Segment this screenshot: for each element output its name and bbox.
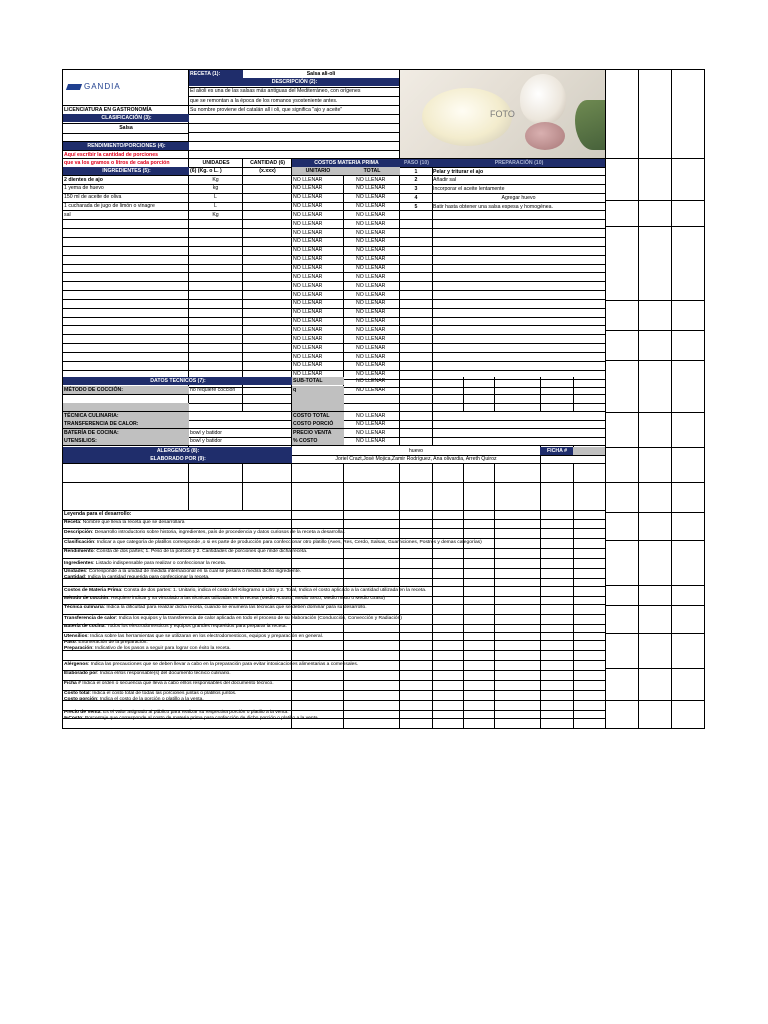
step-text: Pelar y triturar el ajo [433, 169, 484, 175]
ingredient-unit: L [214, 203, 217, 210]
grid-line [188, 141, 400, 142]
legend-item [63, 574, 603, 581]
total-cost-cell: NO LLENAR [356, 326, 386, 333]
grid-line [606, 158, 705, 159]
grid-line [606, 69, 705, 70]
metodo-value: no requiere cocción [190, 387, 236, 393]
legend-key: %Costo [64, 716, 83, 721]
utensilios-value: bowl y batidor [190, 438, 223, 444]
grid-line [432, 463, 433, 510]
grid-line [62, 482, 606, 483]
step-text: Agregar huevo [501, 195, 536, 201]
transferencia-label: TRANSFERENCIA DE CALOR: [63, 420, 189, 428]
receta-value: Salsa ali-oli [306, 71, 336, 77]
pct-costo-label: % COSTO [292, 437, 344, 445]
legend-key: Batería de cocina [64, 624, 105, 629]
unit-cost-cell: NO LLENAR [293, 353, 323, 360]
precio-venta-value: NO LLENAR [356, 430, 386, 436]
unit-cost-cell: NO LLENAR [293, 256, 323, 263]
step-number: 1 [414, 169, 418, 175]
grid-line [188, 132, 400, 133]
grid-line [638, 69, 639, 728]
total-cost-cell: NO LLENAR [356, 291, 386, 298]
alergenos-label: ALERGENOS (8): [63, 447, 292, 455]
total-header: TOTAL [344, 167, 400, 175]
legend-item [63, 615, 603, 622]
total-cost-cell: NO LLENAR [356, 256, 386, 263]
step-number: 4 [414, 195, 418, 201]
metodo-label: MÉTODO DE COCCIÓN: [63, 386, 189, 394]
legend-key: Transferencia de calor [64, 616, 116, 621]
unit-cost-cell: NO LLENAR [293, 318, 323, 325]
rendimiento-note-2: que va los gramos o litros de cada porción [64, 160, 170, 166]
legend-item [63, 604, 603, 611]
total-cost-cell: NO LLENAR [356, 220, 386, 227]
grid-line [606, 482, 705, 483]
unit-cost-cell: NO LLENAR [293, 362, 323, 369]
legend-text: : Porcentaje que corresponde al costo de materia prima para confección de dicho porción o platillo a la venta. [82, 716, 320, 721]
paso-header: PASO (10) [400, 159, 432, 167]
legend-key: Clasificación [64, 540, 95, 545]
costo-porcion-label: COSTO PORCIÓ [292, 420, 344, 428]
legend-item [63, 661, 603, 668]
cantidad-header: CANTIDAD (6) [250, 160, 285, 166]
logo-text: GANDIA [84, 83, 121, 91]
unit-cost-cell: NO LLENAR [293, 309, 323, 316]
grid-line [606, 200, 705, 201]
total-cost-cell: NO LLENAR [356, 203, 386, 210]
total-cost-cell: NO LLENAR [356, 273, 386, 280]
legend-text: : Listado indispensable para realizar o confeccionar la receta. [93, 561, 227, 566]
legend-item [63, 670, 603, 677]
total-cost-cell: NO LLENAR [356, 309, 386, 316]
step-text: Incorporar el aceite lentamente [433, 186, 505, 192]
grid-line [188, 463, 189, 510]
q-cell: q [292, 386, 344, 394]
q-value: NO LLENAR [356, 387, 386, 393]
licenciatura: LICENCIATURA EN GASTRONOMÍA [64, 107, 152, 113]
clasificacion-label: CLASIFICACIÓN (3): [63, 114, 189, 122]
grid-line [606, 360, 705, 361]
grid-line [62, 728, 606, 729]
bateria-label: BATERÍA DE COCINA: [63, 429, 189, 437]
legend-key: Ficha # [64, 681, 81, 686]
metodo-blank [63, 403, 189, 411]
total-cost-cell: NO LLENAR [356, 185, 386, 192]
legend-item [63, 595, 603, 602]
preparacion-header: PREPARACIÓN (10) [432, 159, 605, 167]
q-blank [292, 394, 344, 411]
legend-key: Costos de Materia Prima [64, 588, 122, 593]
legend-key: Precio de Venta [64, 710, 101, 715]
grid-line [62, 463, 606, 464]
ficha-value [573, 447, 605, 455]
step-number: 5 [414, 204, 418, 210]
legend-item [63, 680, 603, 687]
grid-line [606, 330, 705, 331]
ingredient-unit: kg [212, 185, 219, 192]
unit-cost-cell: NO LLENAR [293, 282, 323, 289]
grid-line [62, 133, 188, 134]
grid-line [399, 463, 400, 510]
unit-cost-cell: NO LLENAR [293, 300, 323, 307]
legend-item [63, 715, 603, 722]
grid-line [606, 728, 705, 729]
legend-item [63, 696, 603, 703]
legend-key: Paso [64, 640, 76, 645]
unit-cost-cell: NO LLENAR [293, 194, 323, 201]
grid-line [606, 447, 705, 448]
unidades-header: UNIDADES [202, 160, 230, 166]
unit-cost-cell: NO LLENAR [293, 203, 323, 210]
grid-line [606, 585, 705, 586]
elaborado-value: Joriel Crazt,José Mojica,Zamir Rodríguez, Ana olivardia, Arreth Quiroz [335, 456, 497, 462]
grid-line [463, 463, 464, 510]
grid-line [188, 150, 400, 151]
legend-key: Unidades [64, 569, 87, 574]
legend-text: : Indicativo de los pasos a seguir para lograr con éxito la receta. [92, 646, 231, 651]
total-cost-cell: NO LLENAR [356, 318, 386, 325]
unit-cost-cell: NO LLENAR [293, 291, 323, 298]
legend-key: Técnica culinaria [64, 605, 104, 610]
step-text: Batir hasta obtener una salsa espesa y homogénea. [433, 204, 553, 210]
grid-line [606, 300, 705, 301]
unit-cost-cell: NO LLENAR [293, 344, 323, 351]
total-cost-cell: NO LLENAR [356, 300, 386, 307]
legend-text: : Desarrollo introductorio sobre historia, ingredientes, país de procedencia y datos curiosos de la receta a desarrollar. [92, 530, 346, 535]
grid-line [540, 463, 541, 510]
ficha-label: FICHA # [540, 447, 573, 455]
legend-text: : Indica el/los responsable(s) del documento técnico culinario. [97, 671, 231, 676]
unit-cost-cell: NO LLENAR [293, 220, 323, 227]
grid-line [606, 540, 705, 541]
legend-key: Utensilios [64, 634, 88, 639]
recipe-photo [400, 70, 605, 158]
datos-tecnicos-header: DATOS TECNICOS (7): [63, 377, 292, 385]
total-cost-cell: NO LLENAR [356, 265, 386, 271]
unit-cost-cell: NO LLENAR [293, 176, 323, 183]
clasificacion-value: Salsa [119, 125, 133, 131]
descripcion-line-1: El alioli es una de las salsas más antiguas del Mediterráneo, con orígenes [190, 88, 361, 94]
legend-key: Elaborado por [64, 671, 98, 676]
legend-text: : Indica el costo de la porción o platillo a la venta. [97, 697, 204, 702]
legend-key: Preparación [64, 646, 93, 651]
pct-costo-value: NO LLENAR [356, 438, 386, 444]
legend-item [63, 623, 603, 630]
grid-line [188, 114, 400, 115]
logo [64, 80, 186, 96]
total-cost-cell: NO LLENAR [356, 194, 386, 201]
total-cost-cell: NO LLENAR [356, 335, 386, 342]
legend-key: Método de cocción [64, 596, 109, 601]
legend-text: : Es el valor asignado al público para realizar su respectiva porción o platillo a la venta. [100, 710, 289, 715]
total-cost-cell: NO LLENAR [356, 344, 386, 351]
descripcion-line-3: Su nombre proviene del catalán all i oli, que significa "ajo y aceite" [190, 107, 343, 113]
subtotal-label: SUB-TOTAL [292, 377, 344, 385]
garlic-shape [520, 74, 566, 124]
ingredient-unit: L [214, 194, 217, 201]
receta-label: RECETA (1): [189, 70, 243, 78]
step-number: 3 [414, 186, 418, 192]
unit-cost-cell: NO LLENAR [293, 211, 323, 218]
costos-header: COSTOS MATERIA PRIMA [292, 159, 400, 167]
legend-key: Receta [64, 520, 81, 525]
grid-line [606, 633, 705, 634]
legend-text: : Nombre que lleva la receta que se desarrollará [80, 520, 185, 525]
rendimiento-note-1: Aquí escribir la cantidad de porciones [64, 152, 158, 158]
total-cost-cell: NO LLENAR [356, 353, 386, 360]
legend-key: Alérgenos [64, 662, 88, 667]
legend-text: : Indicar a que categoría de platillos corresponde ,o si es parte de producción para confeccionar otro platillo (Aves, Res, Cerdo, Salsas, Guarniciones, Postres y demas categorías) [94, 540, 482, 545]
legend-text: : Indica el costo total de todas las porciones juntas o platillos juntos. [89, 691, 237, 696]
alergenos-value: huevo [408, 448, 424, 454]
cantidad-column-bg [243, 176, 291, 376]
herb-shape [575, 100, 605, 150]
unit-cost-cell: NO LLENAR [293, 238, 323, 245]
legend-text: : Corresponde a la unidad de medida internacional en la cual se pesara o medira dicho ingrediente. [86, 569, 302, 574]
grid-line [606, 700, 705, 701]
legend-key: Costo porción [64, 697, 98, 702]
step-number: 2 [414, 177, 418, 183]
ingredient-unit: Kg [212, 176, 219, 183]
descripcion-label: DESCRIPCIÓN (2): [189, 78, 399, 86]
legend-item [63, 587, 603, 594]
legend-text: : Enumeración de la preparación. [75, 640, 148, 645]
descripcion-line-2: que se remontan a la época de los romanos ysosteniente antes. [190, 98, 338, 104]
legend-text: : Indica las precauciones que se deben llevar a cabo en la preparación para evitar intoxicaciones alimentarias a comensales. [87, 662, 359, 667]
grid-line [606, 412, 705, 413]
photo-label: FOTO [490, 110, 515, 119]
legend-title: Leyenda para el desarrollo: [64, 511, 132, 517]
legend-item [63, 560, 603, 567]
ingredient-name: 1 yema de huevo [64, 185, 104, 192]
costo-total-value: NO LLENAR [356, 413, 386, 419]
legend-text: : Indica la cantidad requerida para confeccionar la receta. [84, 575, 210, 580]
step-text: Añadir sal [433, 177, 457, 183]
cantidad-subheader: (x.xxx) [259, 168, 276, 174]
logo-mark [66, 84, 82, 90]
grid-line [62, 445, 606, 446]
grid-line [606, 605, 705, 606]
elaborado-label: ELABORADO POR (9): [63, 455, 292, 463]
grid-line [704, 69, 705, 728]
ingredientes-header: INGREDIENTES (5): [63, 167, 189, 175]
total-cost-cell: NO LLENAR [356, 211, 386, 218]
ingredient-unit: Kg [212, 211, 219, 218]
legend-key: Rendimiento [64, 549, 94, 554]
bateria-value: bowl y batidor [190, 430, 223, 436]
total-cost-cell: NO LLENAR [356, 282, 386, 289]
utensilios-label: UTENSILIOS: [63, 437, 189, 445]
legend-text: : Todos los electrodomesticos y equipos grandes requeridos para preparar la receta. [104, 624, 287, 629]
grid-line [606, 512, 705, 513]
legend-text: : Consta de dos partes; 1. Peso de la porción y 2. Cantidades de porciones que rinde dicha receta. [93, 549, 308, 554]
costo-total-label: COSTO TOTAL [292, 412, 344, 420]
legend-text: : Requiere indicar y va vinculado a las técnicas utilizadas en la receta (Medio Acuoso, Medio Seco, Medio mixto o Medio Graso) [108, 596, 386, 601]
legend-item [63, 645, 603, 652]
garlic-clove-shape [525, 122, 565, 150]
total-cost-cell: NO LLENAR [356, 238, 386, 245]
unit-cost-cell: NO LLENAR [293, 335, 323, 342]
subtotal-value: NO LLENAR [356, 378, 386, 384]
total-cost-cell: NO LLENAR [356, 229, 386, 236]
legend-item [63, 539, 603, 546]
total-cost-cell: NO LLENAR [356, 371, 386, 378]
unit-cost-cell: NO LLENAR [293, 265, 323, 271]
unitario-header: UNITARIO [292, 167, 344, 175]
legend-text: : Indica la dificultad para realizar dicha receta, cuando se enumera las técnicas que se deben dominar para su desarrollo. [103, 605, 367, 610]
grid-line [671, 69, 672, 728]
legend-item [63, 548, 603, 555]
unit-cost-cell: NO LLENAR [293, 229, 323, 236]
ingredient-name: 1 cucharada de jugo de limón o vinagre [64, 203, 155, 210]
legend-item [63, 529, 603, 536]
rendimiento-label: RENDIMIENTO/PORCIONES (4): [63, 142, 189, 150]
costo-porcion-value: NO LLENAR [356, 421, 386, 427]
grid-line [494, 463, 495, 510]
ingredient-name: sal [64, 211, 71, 218]
grid-line [242, 463, 243, 510]
grid-line [291, 463, 292, 510]
unit-cost-cell: NO LLENAR [293, 185, 323, 192]
total-cost-cell: NO LLENAR [356, 247, 386, 254]
grid-line [606, 668, 705, 669]
grid-line [188, 123, 400, 124]
precio-venta-label: PRECIO VENTA [292, 429, 344, 437]
total-cost-cell: NO LLENAR [356, 176, 386, 183]
legend-text: : Indica sobre las herramientas que se utilizaran en los electrodomesticos, equipos y preparación en general. [87, 634, 324, 639]
unit-cost-cell: NO LLENAR [293, 273, 323, 280]
legend-text: Indica el orden o secuencia que lleva a cabo el/los responsables del documento técnico. [80, 681, 274, 686]
ingredient-name: 2 dientes de ajo [64, 176, 103, 183]
unit-cost-cell: NO LLENAR [293, 247, 323, 254]
grid-line [606, 226, 705, 227]
legend-key: Ingredientes [64, 561, 94, 566]
unidades-subheader: (6) (Kg. o L. ) [190, 168, 222, 174]
grid-line [62, 558, 606, 559]
grid-line [573, 463, 574, 510]
legend-item [63, 519, 603, 526]
unit-cost-cell: NO LLENAR [293, 326, 323, 333]
legend-key: Costo total [64, 691, 90, 696]
tecnica-label: TÉCNICA CULINARIA: [63, 412, 189, 420]
legend-key: Descripción [64, 530, 92, 535]
total-cost-cell: NO LLENAR [356, 362, 386, 369]
grid-line [343, 463, 344, 510]
legend-text: : Consta de dos partes: 1. Unitario, indica el costo del Kilogramo o Litro y 2. Total, Indica el costo aplicado a la cantidad utilizada en la receta. [121, 588, 427, 593]
grid-line [242, 158, 243, 411]
ingredient-name: 150 ml de aceite de oliva [64, 194, 122, 201]
legend-key: Cantidad [64, 575, 85, 580]
legend-text: : Indica los equipos y la transferencia de calor aplicada en todo el proceso de su elaboración (Conducción, Convección y Radiación) [115, 616, 402, 621]
unit-cost-cell: NO LLENAR [293, 371, 323, 378]
